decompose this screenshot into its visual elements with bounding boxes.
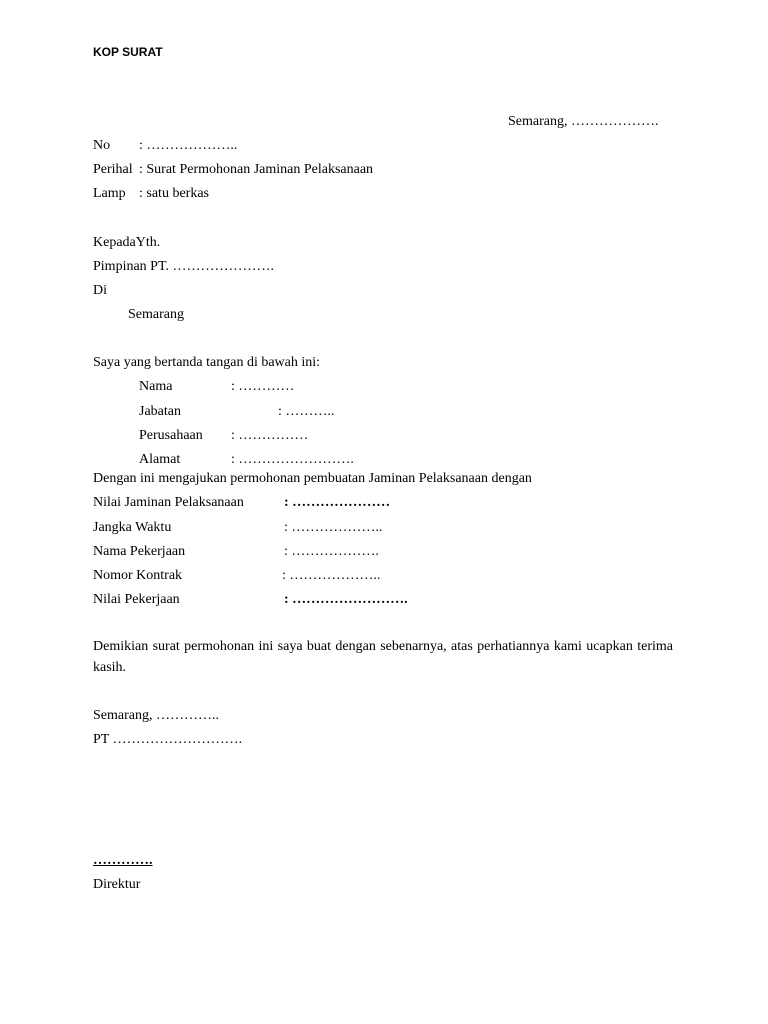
sign-company: PT ……………………….: [93, 732, 243, 747]
detail-label-nomor-kontrak: Nomor Kontrak: [93, 568, 183, 583]
field-value-jabatan: : ………..: [278, 404, 335, 419]
recipient-name: Pimpinan PT. ………………….: [93, 259, 274, 274]
no-label: No: [93, 138, 111, 153]
field-value-alamat: : …………………….: [231, 452, 354, 467]
no-value: : ………………..: [139, 138, 238, 153]
field-label-nama: Nama: [139, 379, 173, 394]
field-label-jabatan: Jabatan: [139, 404, 181, 419]
intro-text: Saya yang bertanda tangan di bawah ini:: [93, 355, 321, 370]
detail-value-nilai-jaminan: : …………………: [284, 495, 391, 510]
field-value-perusahaan: : ……………: [231, 428, 309, 443]
recipient-di: Di: [93, 283, 107, 298]
detail-label-nilai-jaminan: Nilai Jaminan Pelaksanaan: [93, 495, 244, 510]
closing-paragraph: Demikian surat permohonan ini saya buat dengan sebenarnya, atas perhatiannya kami ucapkan terima kasih.: [93, 639, 673, 675]
lamp-label: Lamp: [93, 186, 126, 201]
recipient-salutation: KepadaYth.: [93, 235, 161, 250]
lamp-value: : satu berkas: [139, 186, 209, 201]
request-text: Dengan ini mengajukan permohonan pembuatan Jaminan Pelaksanaan dengan: [93, 471, 532, 486]
detail-value-nomor-kontrak: : ………………..: [282, 568, 381, 583]
detail-value-nilai-pekerjaan: : …………………….: [284, 592, 408, 607]
detail-label-nama-pekerjaan: Nama Pekerjaan: [93, 544, 186, 559]
letterhead-placeholder: KOP SURAT: [93, 45, 163, 59]
field-label-perusahaan: Perusahaan: [139, 428, 203, 443]
perihal-label: Perihal: [93, 162, 133, 177]
detail-value-jangka-waktu: : ………………..: [284, 520, 383, 535]
detail-label-jangka-waktu: Jangka Waktu: [93, 520, 172, 535]
signature-title: Direktur: [93, 877, 141, 892]
field-label-alamat: Alamat: [139, 452, 181, 467]
field-value-nama: : …………: [231, 379, 295, 394]
perihal-value: : Surat Permohonan Jaminan Pelaksanaan: [139, 162, 374, 177]
detail-label-nilai-pekerjaan: Nilai Pekerjaan: [93, 592, 180, 607]
sign-place-date: Semarang, …………..: [93, 708, 219, 723]
signature-name: ………….: [93, 853, 153, 868]
recipient-city: Semarang: [128, 307, 184, 322]
place-date: Semarang, ……………….: [508, 114, 659, 129]
detail-value-nama-pekerjaan: : ……………….: [284, 544, 379, 559]
